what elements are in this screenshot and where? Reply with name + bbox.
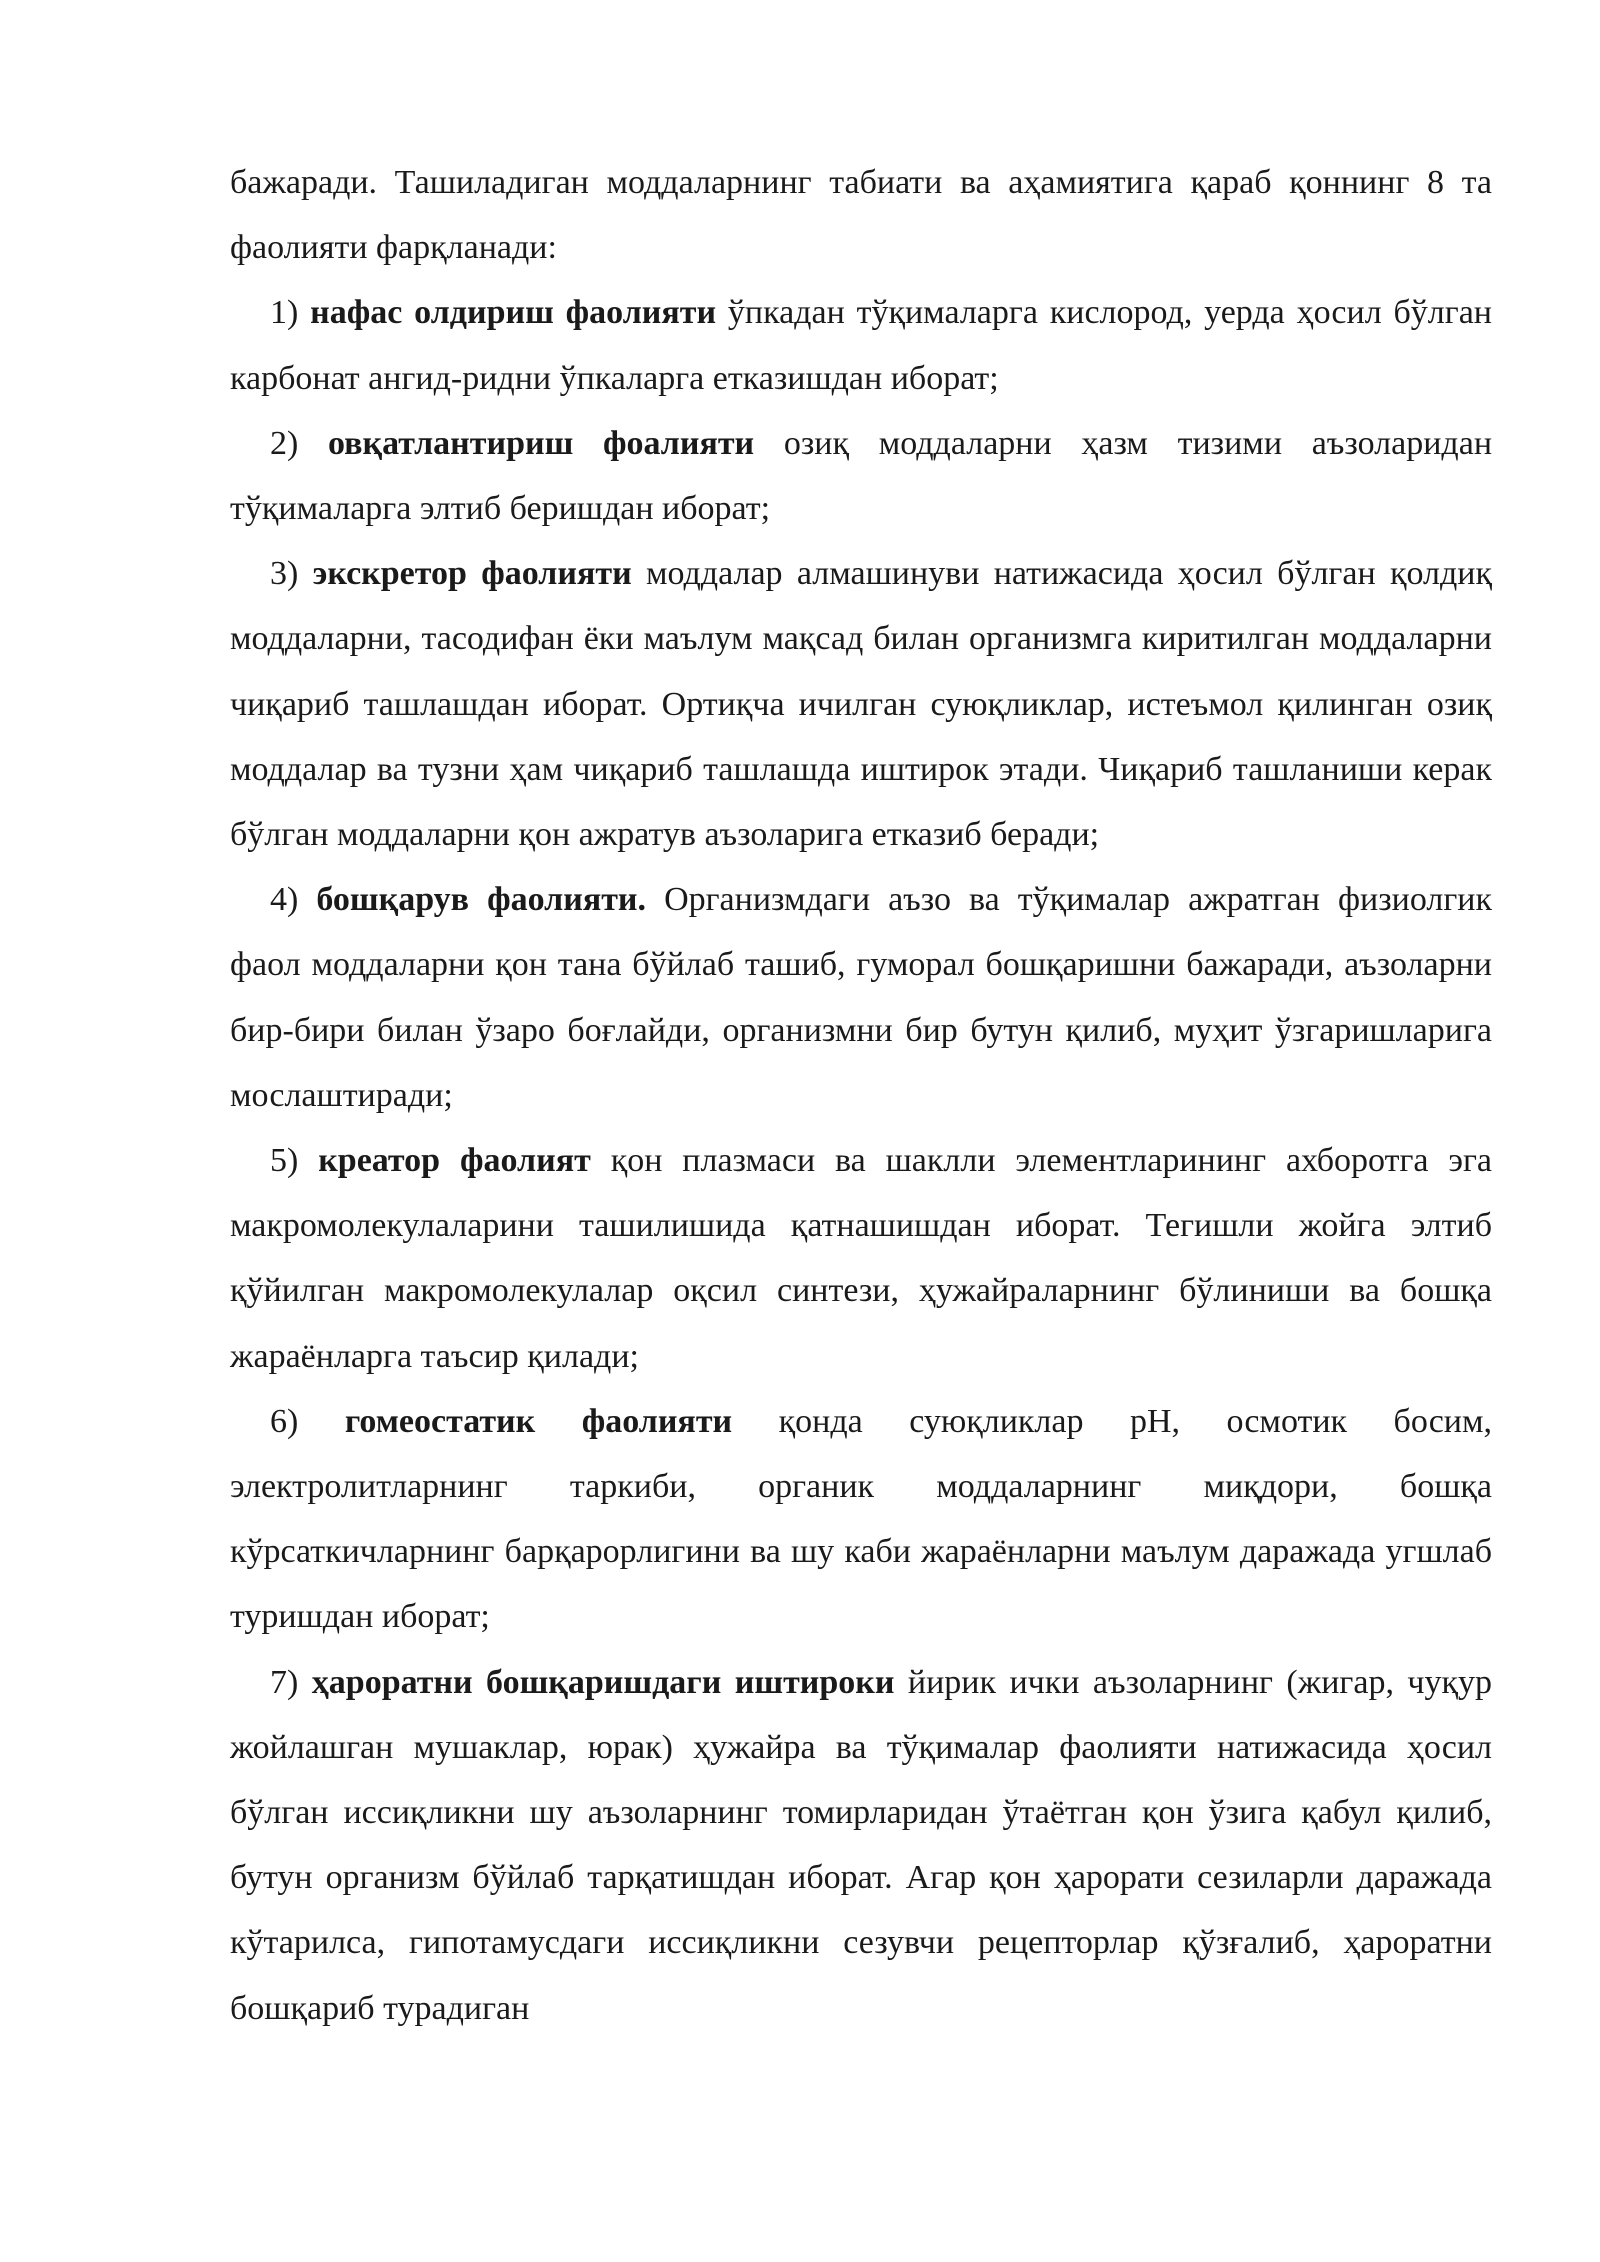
item-text: ўпкадан тўқималарга кислород, уерда ҳосил бўлган карбонат ангид-ридни ўпкаларга етказишдан иборат;	[230, 294, 1492, 397]
intro-paragraph: бажаради. Ташиладиган моддаларнинг табиати ва аҳамиятига қараб қоннинг 8 та фаолияти фарқланади:	[230, 164, 1492, 267]
item-term: бошқарув фаолияти.	[316, 881, 647, 919]
list-item-7	[230, 1650, 1492, 2041]
item-term: гомеостатик фаолияти	[344, 1402, 733, 1440]
item-number: 3)	[270, 555, 299, 593]
item-number: 1)	[270, 294, 299, 332]
item-term: креатор фаолият	[318, 1142, 591, 1180]
item-text: қон плазмаси ва шаклли элементларининг ахборотга эга макромолекулаларини ташилишида қатнашишдан иборат. Тегишли жойга элтиб қўйилган макромолекулалар оқсил синтези, ҳужайраларнинг бўлиниши ва бошқа жараёнларга таъсир қилади;	[230, 1142, 1493, 1375]
document-body	[230, 150, 1492, 2041]
item-text: йирик ички аъзоларнинг (жигар, чуқур жойлашган мушаклар, юрак) ҳужайра ва тўқималар фаолияти натижасида ҳосил бўлган иссиқликни шу аъзоларнинг томирларидан ўтаётган қон ўзига қабул қилиб, бутун организм бўйлаб тарқатишдан иборат. Агар қон ҳарорати сезиларли даражада кўтарилса, гипотамусдаги иссиқликни сезувчи рецепторлар қўзғалиб, ҳароратни бошқариб турадиган	[230, 1663, 1493, 2027]
item-term: овқатлантириш фоалияти	[328, 424, 755, 462]
item-number: 5)	[270, 1142, 299, 1180]
item-text: моддалар алмашинуви натижасида ҳосил бўлган қолдиқ моддаларни, тасодифан ёки маълум мақсад билан организмга киритилган моддаларни чиқариб ташлашдан иборат. Ортиқча ичилган суюқликлар, истеъмол қилинган озиқ моддалар ва тузни ҳам чиқариб ташлашда иштирок этади. Чиқариб ташланиши керак бўлган моддаларни қон ажратув аъзоларига етказиб беради;	[230, 555, 1492, 854]
item-term: нафас олдириш фаолияти	[310, 294, 717, 332]
item-term: экскретор фаолияти	[312, 555, 632, 593]
item-number: 2)	[270, 424, 299, 462]
list-item-6	[230, 1389, 1492, 1650]
item-number: 7)	[270, 1663, 299, 1701]
item-text: Организмдаги аъзо ва тўқималар ажратган физиолгик фаол моддаларни қон тана бўйлаб ташиб, гуморал бошқаришни бажаради, аъзоларни бир-бири билан ўзаро боғлайди, организмни бир бутун қилиб, муҳит ўзгаришларига мослаштиради;	[230, 881, 1493, 1114]
list-item-5	[230, 1128, 1492, 1389]
item-number: 4)	[270, 881, 299, 919]
list-item-1	[230, 280, 1492, 410]
list-item-2	[230, 411, 1492, 541]
list-item-3	[230, 541, 1492, 867]
item-number: 6)	[270, 1402, 299, 1440]
item-text: озиқ моддаларни ҳазм тизими аъзоларидан тўқималарга элтиб беришдан иборат;	[230, 424, 1493, 528]
list-item-4	[230, 867, 1492, 1128]
item-text: қонда суюқликлар рН, осмотик босим, электролитларнинг таркиби, органик моддаларнинг миқдори, бошқа кўрсаткичларнинг барқарорлигини ва шу каби жараёнларни маълум даражада угшлаб туришдан иборат;	[230, 1402, 1493, 1636]
item-term: ҳароратни бошқаришдаги иштироки	[311, 1663, 895, 1701]
